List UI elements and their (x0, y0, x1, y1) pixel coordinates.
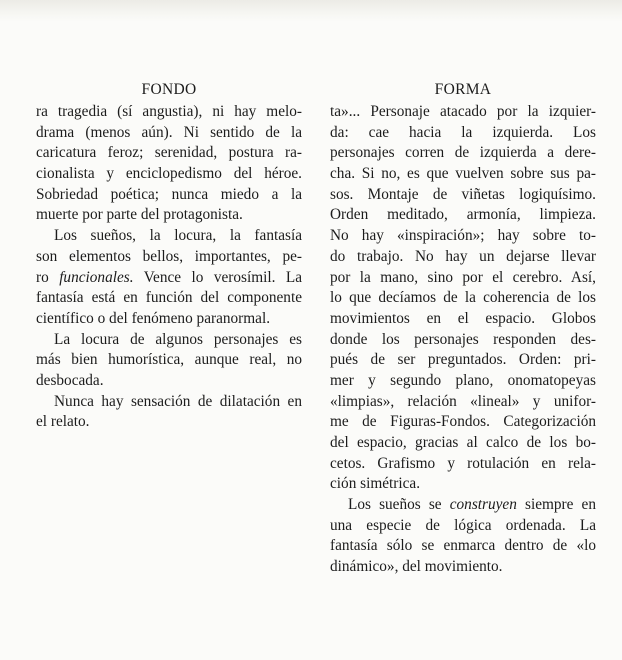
scan-shadow (0, 0, 622, 22)
text-line: da: cae hacia la izquierda. Los (330, 123, 596, 141)
text-line: me de Figuras-Fondos. Categorización (330, 413, 596, 431)
text-line: científico o del fenómeno paranormal. (36, 309, 271, 327)
text-line (330, 495, 596, 516)
column-fondo (36, 78, 302, 433)
text-line: ción simétrica. (330, 475, 421, 493)
text-line: cionalista y enciclopedismo del héroe. (36, 165, 302, 183)
column-text-fondo (36, 102, 302, 433)
text-line: son elementos bellos, importantes, pe- (36, 247, 302, 265)
text-line: Los sueños, la locura, la fantasía (54, 227, 302, 245)
text-line: «limpias», relación «lineal» y unifor- (330, 392, 596, 410)
text-line: pués de ser preguntados. Orden: pri- (330, 351, 596, 369)
column-heading-forma: FORMA (434, 81, 492, 98)
text-line: del espacio, gracias al calco de los bo- (330, 434, 596, 451)
text-line: desbocada. (36, 371, 104, 389)
text-line: fantasía sólo se enmarca dentro de «lo (330, 537, 596, 555)
text-line: lo que decíamos de la coherencia de los (330, 289, 596, 307)
text-line: mer y segundo plano, onomatopeyas (330, 371, 596, 389)
text-line: No hay «inspiración»; hay sobre to- (330, 227, 596, 245)
emphasized-text: construyen (449, 496, 517, 514)
text-line: Sobriedad poética; nunca miedo a la (36, 185, 302, 203)
text-line: do trabajo. No hay un dejarse llevar (330, 247, 596, 265)
column-heading-fondo: FONDO (141, 81, 197, 98)
column-text-forma (330, 102, 596, 578)
text-run: Vence lo verosímil. La (133, 268, 302, 286)
emphasized-text: funcionales. (59, 268, 134, 286)
text-line: más bien humorística, aunque real, no (36, 351, 302, 369)
text-line: La locura de algunos personajes es (54, 330, 302, 348)
text-line: Nunca hay sensación de dilatación en (54, 392, 302, 410)
text-line: cha. Si no, es que vuelven sobre sus pa- (330, 165, 596, 183)
text-line: donde los personajes responden des- (330, 330, 596, 348)
text-line: caricatura feroz; serenidad, postura ra- (36, 144, 302, 162)
text-line: dinámico», del movimiento. (330, 558, 503, 576)
text-line: drama (menos aún). Ni sentido de la (36, 123, 302, 141)
text-line: una especie de lógica ordenada. La (330, 516, 596, 534)
text-line: fantasía está en función del componente (36, 289, 302, 307)
column-forma (330, 78, 596, 578)
text-run: siempre en (516, 496, 596, 514)
text-run: Los sueños se (348, 496, 450, 514)
text-line: Orden meditado, armonía, limpieza. (330, 206, 596, 224)
text-line: muerte por parte del protagonista. (36, 206, 243, 224)
text-line: ta»... Personaje atacado por la izquier- (330, 103, 596, 120)
text-line: personajes corren de izquierda a dere- (330, 144, 596, 162)
text-line: ra tragedia (sí angustia), ni hay melo- (36, 103, 302, 120)
text-line: cetos. Grafismo y rotulación en rela- (330, 454, 596, 472)
text-line: por la mano, sino por el cerebro. Así, (330, 268, 596, 286)
text-run: ro (36, 268, 60, 286)
text-line: el relato. (36, 413, 90, 431)
text-line: sos. Montaje de viñetas logiquísimo. (330, 185, 596, 203)
text-line (36, 268, 302, 289)
text-line: movimientos en el espacio. Globos (330, 309, 596, 327)
